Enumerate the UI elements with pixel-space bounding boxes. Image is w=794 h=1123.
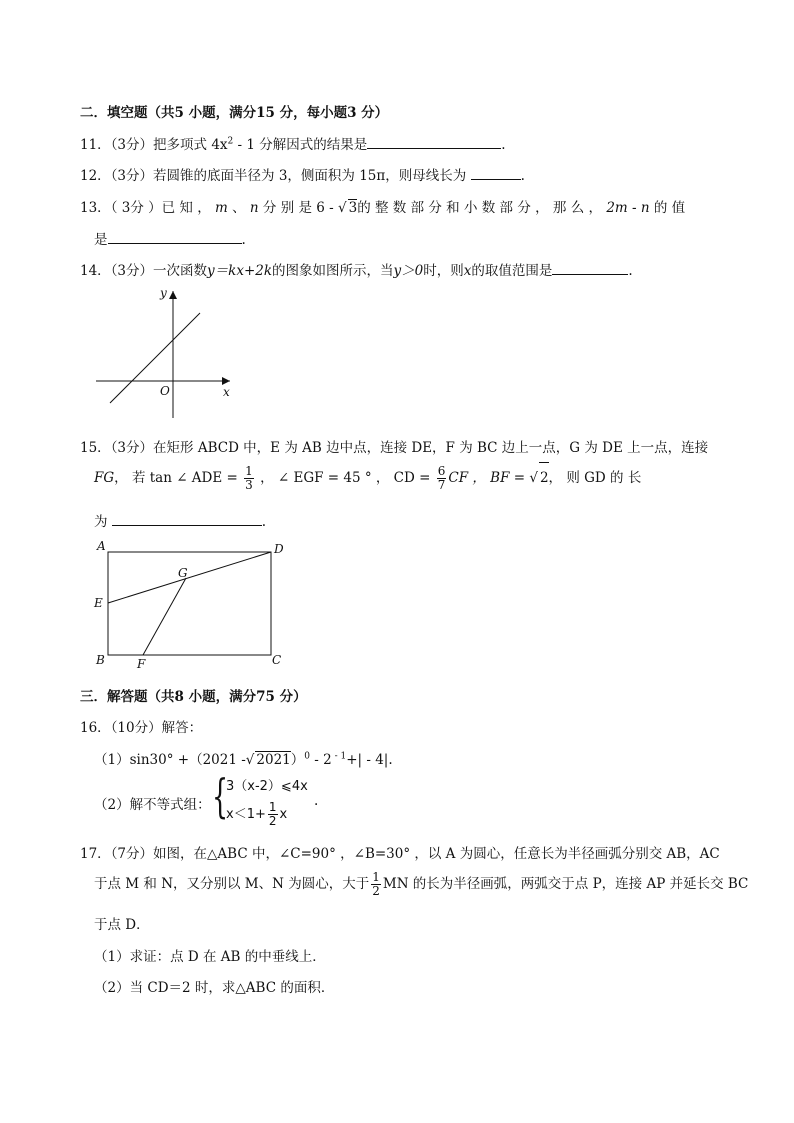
q15-frac2-den: 7 bbox=[437, 478, 446, 492]
label-g: G bbox=[178, 566, 188, 580]
q12-score: （3分） bbox=[110, 168, 154, 184]
q16-ineq2-a: x＜1+ bbox=[226, 807, 266, 822]
q16-ineq2-den: 2 bbox=[268, 814, 277, 828]
q16-p1-b: ） bbox=[290, 752, 305, 768]
q13-text-d: 的 值 bbox=[649, 200, 686, 216]
q12-end: . bbox=[520, 168, 525, 184]
origin-label: O bbox=[160, 384, 170, 398]
q15-score: （3分） bbox=[110, 440, 154, 456]
question-17-part2: （2）当 CD＝2 时，求△ABC 的面积． bbox=[94, 980, 335, 996]
q11-rest: - 1 分解因式的结果是 bbox=[233, 137, 368, 153]
q17-frac-den: 2 bbox=[372, 884, 380, 898]
function-line bbox=[110, 313, 200, 403]
q14-text-a: 一次函数 bbox=[153, 263, 208, 279]
q13-text-b: 分 别 是 6 - bbox=[258, 200, 334, 216]
q16-p1-a: sin30° +（2021 - bbox=[129, 752, 246, 768]
label-e: E bbox=[94, 596, 103, 610]
label-d: D bbox=[274, 542, 284, 556]
q16-p1-d: +| - 4|. bbox=[346, 752, 393, 768]
q15-sqrt: 2 bbox=[539, 462, 549, 493]
q17-fraction bbox=[371, 871, 381, 898]
q15-answer-blank[interactable] bbox=[112, 511, 262, 526]
q16-p1-sup0: 0 bbox=[304, 751, 310, 762]
q13-sqrt: 3 bbox=[348, 200, 358, 216]
q17-score: （7分） bbox=[110, 846, 154, 862]
q11-exponent: 2 bbox=[227, 136, 234, 147]
q17-frac-num: 1 bbox=[372, 870, 380, 884]
section-3-heading: 三．解答题（共8 小题，满分75 分） bbox=[80, 689, 307, 705]
question-17-line2 bbox=[94, 869, 748, 899]
q15-tail: ， 则 GD 的 长 bbox=[548, 470, 642, 486]
question-17-part1: （1）求证：点 D 在 AB 的中垂线上． bbox=[94, 949, 326, 965]
question-17-line3: 于点 D． bbox=[94, 917, 150, 933]
q17-line2-b: MN 的长为半径画弧，两弧交于点 P，连接 AP 并延长交 BC bbox=[382, 876, 749, 892]
q13-n: n bbox=[249, 200, 259, 216]
q11-score: （3分） bbox=[110, 137, 154, 153]
q14-function-graph bbox=[90, 285, 240, 420]
q15-frac1-den: 3 bbox=[245, 478, 253, 492]
q13-end: . bbox=[241, 232, 246, 248]
q15-frac1-num: 1 bbox=[245, 464, 253, 478]
question-17 bbox=[80, 842, 720, 862]
x-axis-label: x bbox=[223, 385, 230, 399]
q14-var: x bbox=[463, 263, 472, 279]
question-15 bbox=[80, 436, 708, 456]
y-axis-arrow bbox=[169, 291, 177, 299]
q14-number: 14． bbox=[80, 263, 111, 279]
label-b: B bbox=[96, 653, 105, 667]
q11-answer-blank[interactable] bbox=[367, 134, 501, 149]
q11-text: 把多项式 4x bbox=[153, 137, 228, 153]
q15-mid: ， ∠ EGF = 45 ° ， CD = bbox=[260, 470, 431, 486]
q13-text-a: 已 知 ， bbox=[161, 200, 211, 216]
q16-inequality-2 bbox=[226, 801, 287, 829]
question-16 bbox=[80, 716, 202, 736]
question-15-line3 bbox=[94, 510, 266, 530]
q15-fraction-1 bbox=[244, 465, 254, 492]
q14-condition: y＞0 bbox=[393, 263, 424, 279]
q15-ruo: ， 若 tan ∠ ADE = bbox=[114, 470, 238, 486]
q14-score: （3分） bbox=[110, 263, 154, 279]
x-axis-arrow bbox=[222, 377, 230, 385]
q15-number: 15． bbox=[80, 440, 111, 456]
q16-ineq2-num: 1 bbox=[268, 800, 277, 814]
question-15-line2: FG， 若 tan ∠ ADE = $\frac{1}{3}$ ， ∠ EGF = 45 ° ， CD = $\frac{6}{7}$ CF ， BF = √ 2， 则 GD 的 长 bbox=[94, 464, 642, 492]
q16-end: . bbox=[314, 793, 319, 809]
q16-number: 16． bbox=[80, 720, 111, 736]
q14-text-b: 的图象如图所示，当 bbox=[272, 263, 394, 279]
question-11 bbox=[80, 133, 506, 153]
q13-m: m bbox=[215, 200, 228, 216]
q13-number: 13． bbox=[80, 200, 111, 216]
q17-line2-a: 于点 M 和 N，又分别以 M、N 为圆心，大于 bbox=[94, 876, 370, 892]
q16-p1-sqrt: 2021 bbox=[256, 752, 291, 768]
question-13-line2 bbox=[94, 228, 246, 248]
rectangle-abcd bbox=[108, 552, 271, 655]
q15-line1: 在矩形 ABCD 中，E 为 AB 边中点，连接 DE，F 为 BC 边上一点，G 为 DE 上一点，连接 bbox=[153, 440, 709, 456]
q16-score: （10分） bbox=[110, 720, 162, 736]
q16-p1-label: （1） bbox=[94, 752, 130, 768]
q15-fraction-2 bbox=[437, 465, 447, 492]
q16-system-brace: { bbox=[212, 769, 229, 823]
segment-de bbox=[108, 552, 271, 603]
section-2-heading: 二．填空题（共5 小题，满分15 分，每小题3 分） bbox=[80, 105, 389, 121]
label-f: F bbox=[137, 657, 146, 671]
q17-number: 17． bbox=[80, 846, 111, 862]
q15-frac2-num: 6 bbox=[437, 464, 446, 478]
question-14 bbox=[80, 259, 633, 279]
q14-text-c: 时，则 bbox=[423, 263, 464, 279]
q16-text: 解答： bbox=[161, 720, 203, 736]
q16-p1-c: - 2 bbox=[309, 752, 332, 768]
q17-line1: 如图，在△ABC 中，∠C=90° ，∠B=30° ，以 A 为圆心，任意长为半径画弧分别交 AB，AC bbox=[153, 846, 720, 862]
q16-ineq2-fraction bbox=[268, 801, 278, 828]
q15-fg: FG bbox=[94, 470, 115, 486]
q13-line2: 是 bbox=[94, 232, 108, 248]
q14-end: . bbox=[628, 263, 633, 279]
q16-p1-sup1: - 1 bbox=[331, 751, 347, 762]
q14-answer-blank[interactable] bbox=[552, 260, 628, 275]
question-12 bbox=[80, 164, 525, 184]
q13-answer-blank[interactable] bbox=[108, 229, 242, 244]
y-axis-label: y bbox=[160, 286, 167, 300]
q13-expr: 2m - n bbox=[606, 200, 650, 216]
label-a: A bbox=[97, 539, 106, 553]
q13-score: （ 3分 ） bbox=[110, 200, 162, 216]
q12-answer-blank[interactable] bbox=[471, 165, 521, 180]
q13-sep: 、 bbox=[227, 200, 246, 216]
q16-inequality-1: 3（x-2）⩽4x bbox=[226, 779, 308, 794]
label-c: C bbox=[272, 653, 282, 667]
q13-text-c: 的 整 数 部 分 和 小 数 部 分 ， 那 么 ， bbox=[357, 200, 603, 216]
q15-line3: 为 bbox=[94, 514, 108, 530]
q15-end: . bbox=[261, 514, 267, 530]
q14-text-d: 的取值范围是 bbox=[471, 263, 553, 279]
question-13: 13．（ 3分 ）已 知 ， m 、 n 分 别 是 6 - √ 3的 整 数 部 分 和 小 数 部 分 ， 那 么 ， 2m - n 的 值 bbox=[80, 200, 686, 216]
q11-number: 11． bbox=[80, 137, 111, 153]
q15-cf: CF ， BF = bbox=[448, 470, 526, 486]
q11-end: . bbox=[501, 137, 506, 153]
question-16-part1: （1）sin30° +（2021 -√ 2021）$^0$ - 2 $^{- 1}$+| - 4|. bbox=[94, 751, 393, 768]
q12-text: 若圆锥的底面半径为 3，侧面积为 15π，则母线长为 bbox=[153, 168, 467, 184]
q12-number: 12． bbox=[80, 168, 111, 184]
q14-function: y＝kx+2k bbox=[207, 263, 273, 279]
q15-rectangle-figure bbox=[88, 536, 298, 672]
q16-p2-label: （2）解不等式组： bbox=[94, 797, 211, 813]
q16-ineq2-b: x bbox=[279, 807, 288, 822]
